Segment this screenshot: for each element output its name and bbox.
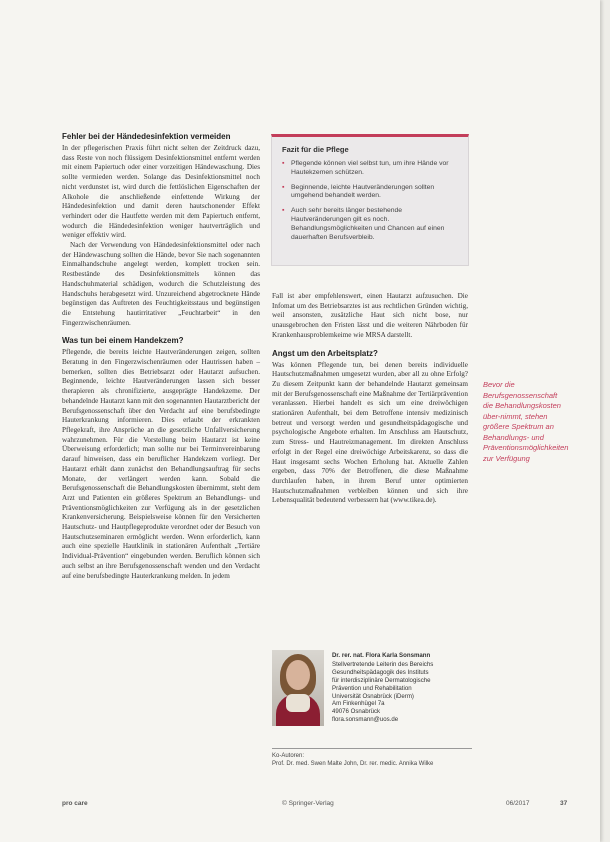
photo-face (286, 660, 310, 690)
left-column (62, 132, 260, 581)
fact-item: ▪ Auch sehr bereits länger bestehende Hautveränderungen gilt es noch. Behandlungsmöglichkeiten und Chancen auf einen dauerhaften Berufsverbleib. (282, 207, 458, 242)
section-heading: Angst um den Arbeitsplatz? (272, 348, 378, 358)
paragraph: Pflegende, die bereits leichte Hautveränderungen zeigen, sollten Beratung in den Fingerzwischenräumen oder Hautrissen haben – bemerken, sollten dies Betriebsarzt oder Hautarzt aufsuchen. Beginnende, leichte Hautveränderungen lassen sich besser therapieren als chronifizierte, ausgeprägte Handekzeme. Der behandelnde Hautarzt kann mit den sogenannten Hautarztbericht der Berufsgenossenschaft über den Verdacht auf eine berufsbedingte Hauterkrankung informieren. Dies erlaubt der erkrankten Pflegekraft, ihre Ansprüche an die gesetzliche Unfallversicherung wahrzunehmen. Für die Vorstellung beim Hautarzt ist keine Überweisung erforderlich; man sollte nur bei Terminvereinbarung darauf hinweisen, dass ein beruflicher Handekzem vorliegt. Der Hautarzt erhält dann zunächst den Behandlungsauftrag für sechs Monate, der verlängert werden kann. Sobald die Berufsgenossenschaft die Behandlungskosten übernimmt, steht dem Arzt und Patienten ein größeres Spektrum an Behandlungs- und Präventionsmöglichkeiten zur Verfügung als in der gesetzlichen Krankenversicherung. Beispielsweise können für den Versicherten Hautschutz- und Hautpflegeprodukte verordnet oder der Besuch von Hautschutzseminaren ermöglicht werden. Wenn erforderlich, kann auch eine spezielle Hautklinik in stationären Aufenthalt „Tertiäre Individual-Prävention“ eingebunden werden. Beruflich können sich auch selbst an ihre Berufsgenossenschaft wenden und den Verdacht auf eine berufsbedingte Hauterkrankung melden. In jedem (62, 348, 260, 580)
section-workplace (272, 349, 468, 507)
author-info (332, 652, 472, 724)
paragraph: Was können Pflegende tun, bei denen bereits individuelle Hautschutzmaßnahmen umgesetzt wurden, aber all zu ohne Erfolg? Zu diesem Zeitpunkt kann der behandelnde Hautarzt gemeinsam mit der Berufsgenossenschaft eine Maßnahme der Tertiärprävention veranlassen. Hierbei handelt es sich um eine dreiwöchigen stationären Aufenthalt, bei dem Betroffene intensiv medizinisch betreut und versorgt werden und gesundheitspädagogische und psychologische Angebote erhalten. Im Anschluss am Hautschutz, zum Stress- und Hautreizmanagement. Im direkten Anschluss erfolgt in der Regel eine dreiwöchige Arbeitskarenz, so dass die Haut insgesamt sechs Wochen Erholung hat. Aktuelle Zahlen ergeben, dass 70% der Betroffenen, die diese Maßnahme durchlaufen haben, in ihrem Beruf unter optimierten Hautschutzmaßnahmen verbleiben können und sich ihre Lebensqualität bedeutend verbessern hat (www.tikea.de). (272, 360, 468, 505)
divider (272, 748, 472, 749)
paragraph: Fall ist aber empfehlenswert, einen Hautarzt aufzusuchen. Die Infomat um des Betriebsarztes ist aus rechtlichen Gründen wichtig, weil ansonsten, zusätzliche Haut sich nicht bose, nur unausgebrochen den Fristen lässt und die weiteren Nährboden für Krankenhausproblemkeime wie MRSA darstellt. (272, 292, 468, 339)
paragraph: In der pflegerischen Praxis führt nicht selten der Zeitdruck dazu, dass Reste von noch flüssigem Desinfektionsmittel entfernt werden mit einem Papiertuch oder einer vorzeitigen Händewaschung. Dies sollte vermieden werden. Solange das Desinfektionsmittel noch nicht verdunstet ist, wird durch die fettlöslichen Eigenschaften der Alkohole die anschließende einfettende Wirkung der Händedesinfektion und damit deren hautschonender Effekt verhindert oder die Hautfette werden mit dem Papiertuch entfernt, wodurch die Händedesinfektion weniger hautverträglich und weniger effektiv wird. (62, 144, 260, 240)
author-line: Am Finkenhügel 7a (332, 700, 385, 708)
page-number: 37 (560, 800, 568, 807)
fact-item: ▪ Beginnende, leichte Hautveränderungen sollten umgehend behandelt werden. (282, 184, 458, 202)
coauthors (272, 752, 472, 768)
pull-quote: Bevor die Berufsgenossenschaft die Behandlungskosten über-nimmt, stehen größere Spektrum an Behandlungs- und Präventionsmöglichkeiten zur Verfügung (483, 380, 569, 463)
footer-journal: pro care (62, 800, 88, 807)
author-line: Gesundheitspädagogik des Instituts (332, 668, 429, 676)
author-line: Prävention und Rehabilitation (332, 684, 412, 692)
paragraph: Nach der Verwendung von Händedesinfektionsmittel oder nach der Händewaschung sollten die Hände, bevor Sie nach sogenannten Einmalhandschuhe angelegt werden, komplett trocken sein. Restbestände des Desinfektionsmittels können das Handschuhmaterial schädigen, wodurch die Schutzleistung des Handschuhs herabgesetzt wird. Unzureichend abgetrocknete Hände begünstigen das Auftreten des Feuchtigkeitsstaus und begünstigen die Entstehung hautirritativer „Feuchtarbeit“ in den Fingerzwischenräumen. (62, 241, 260, 327)
section-heading: Fehler bei der Händedesinfektion vermeiden (62, 132, 231, 141)
fact-list (282, 160, 458, 242)
author-email[interactable]: flora.sonsmann@uos.de (332, 716, 399, 724)
author-line: Universität Osnabrück (iDerm) (332, 692, 414, 700)
section-eczema (62, 336, 260, 581)
coauthors-names: Prof. Dr. med. Swen Malte John, Dr. rer. medic. Annika Wilke (272, 761, 434, 767)
author-name: Dr. rer. nat. Flora Karla Sonsmann (332, 652, 431, 659)
footer-publisher: © Springer-Verlag (282, 800, 334, 807)
author-line: 49076 Osnabrück (332, 708, 381, 716)
fact-box (271, 134, 469, 266)
fact-item: ▪ Pflegende können viel selbst tun, um ihre Hände vor Hautekzemen schützen. (282, 160, 458, 178)
author-photo (272, 650, 324, 726)
section-heading: Was tun bei einem Handekzem? (62, 336, 184, 346)
fact-box-title: Fazit für die Pflege (282, 145, 349, 154)
author-line: Stellvertretende Leiterin des Bereichs (332, 660, 434, 668)
right-column (272, 292, 468, 506)
footer-issue: 06/2017 (506, 800, 530, 807)
coauthors-label: Ko-Autoren: (272, 753, 305, 759)
section-disinfection (62, 132, 260, 328)
author-line: für interdisziplinäre Dermatologische (332, 676, 431, 684)
photo-scarf (286, 694, 310, 712)
